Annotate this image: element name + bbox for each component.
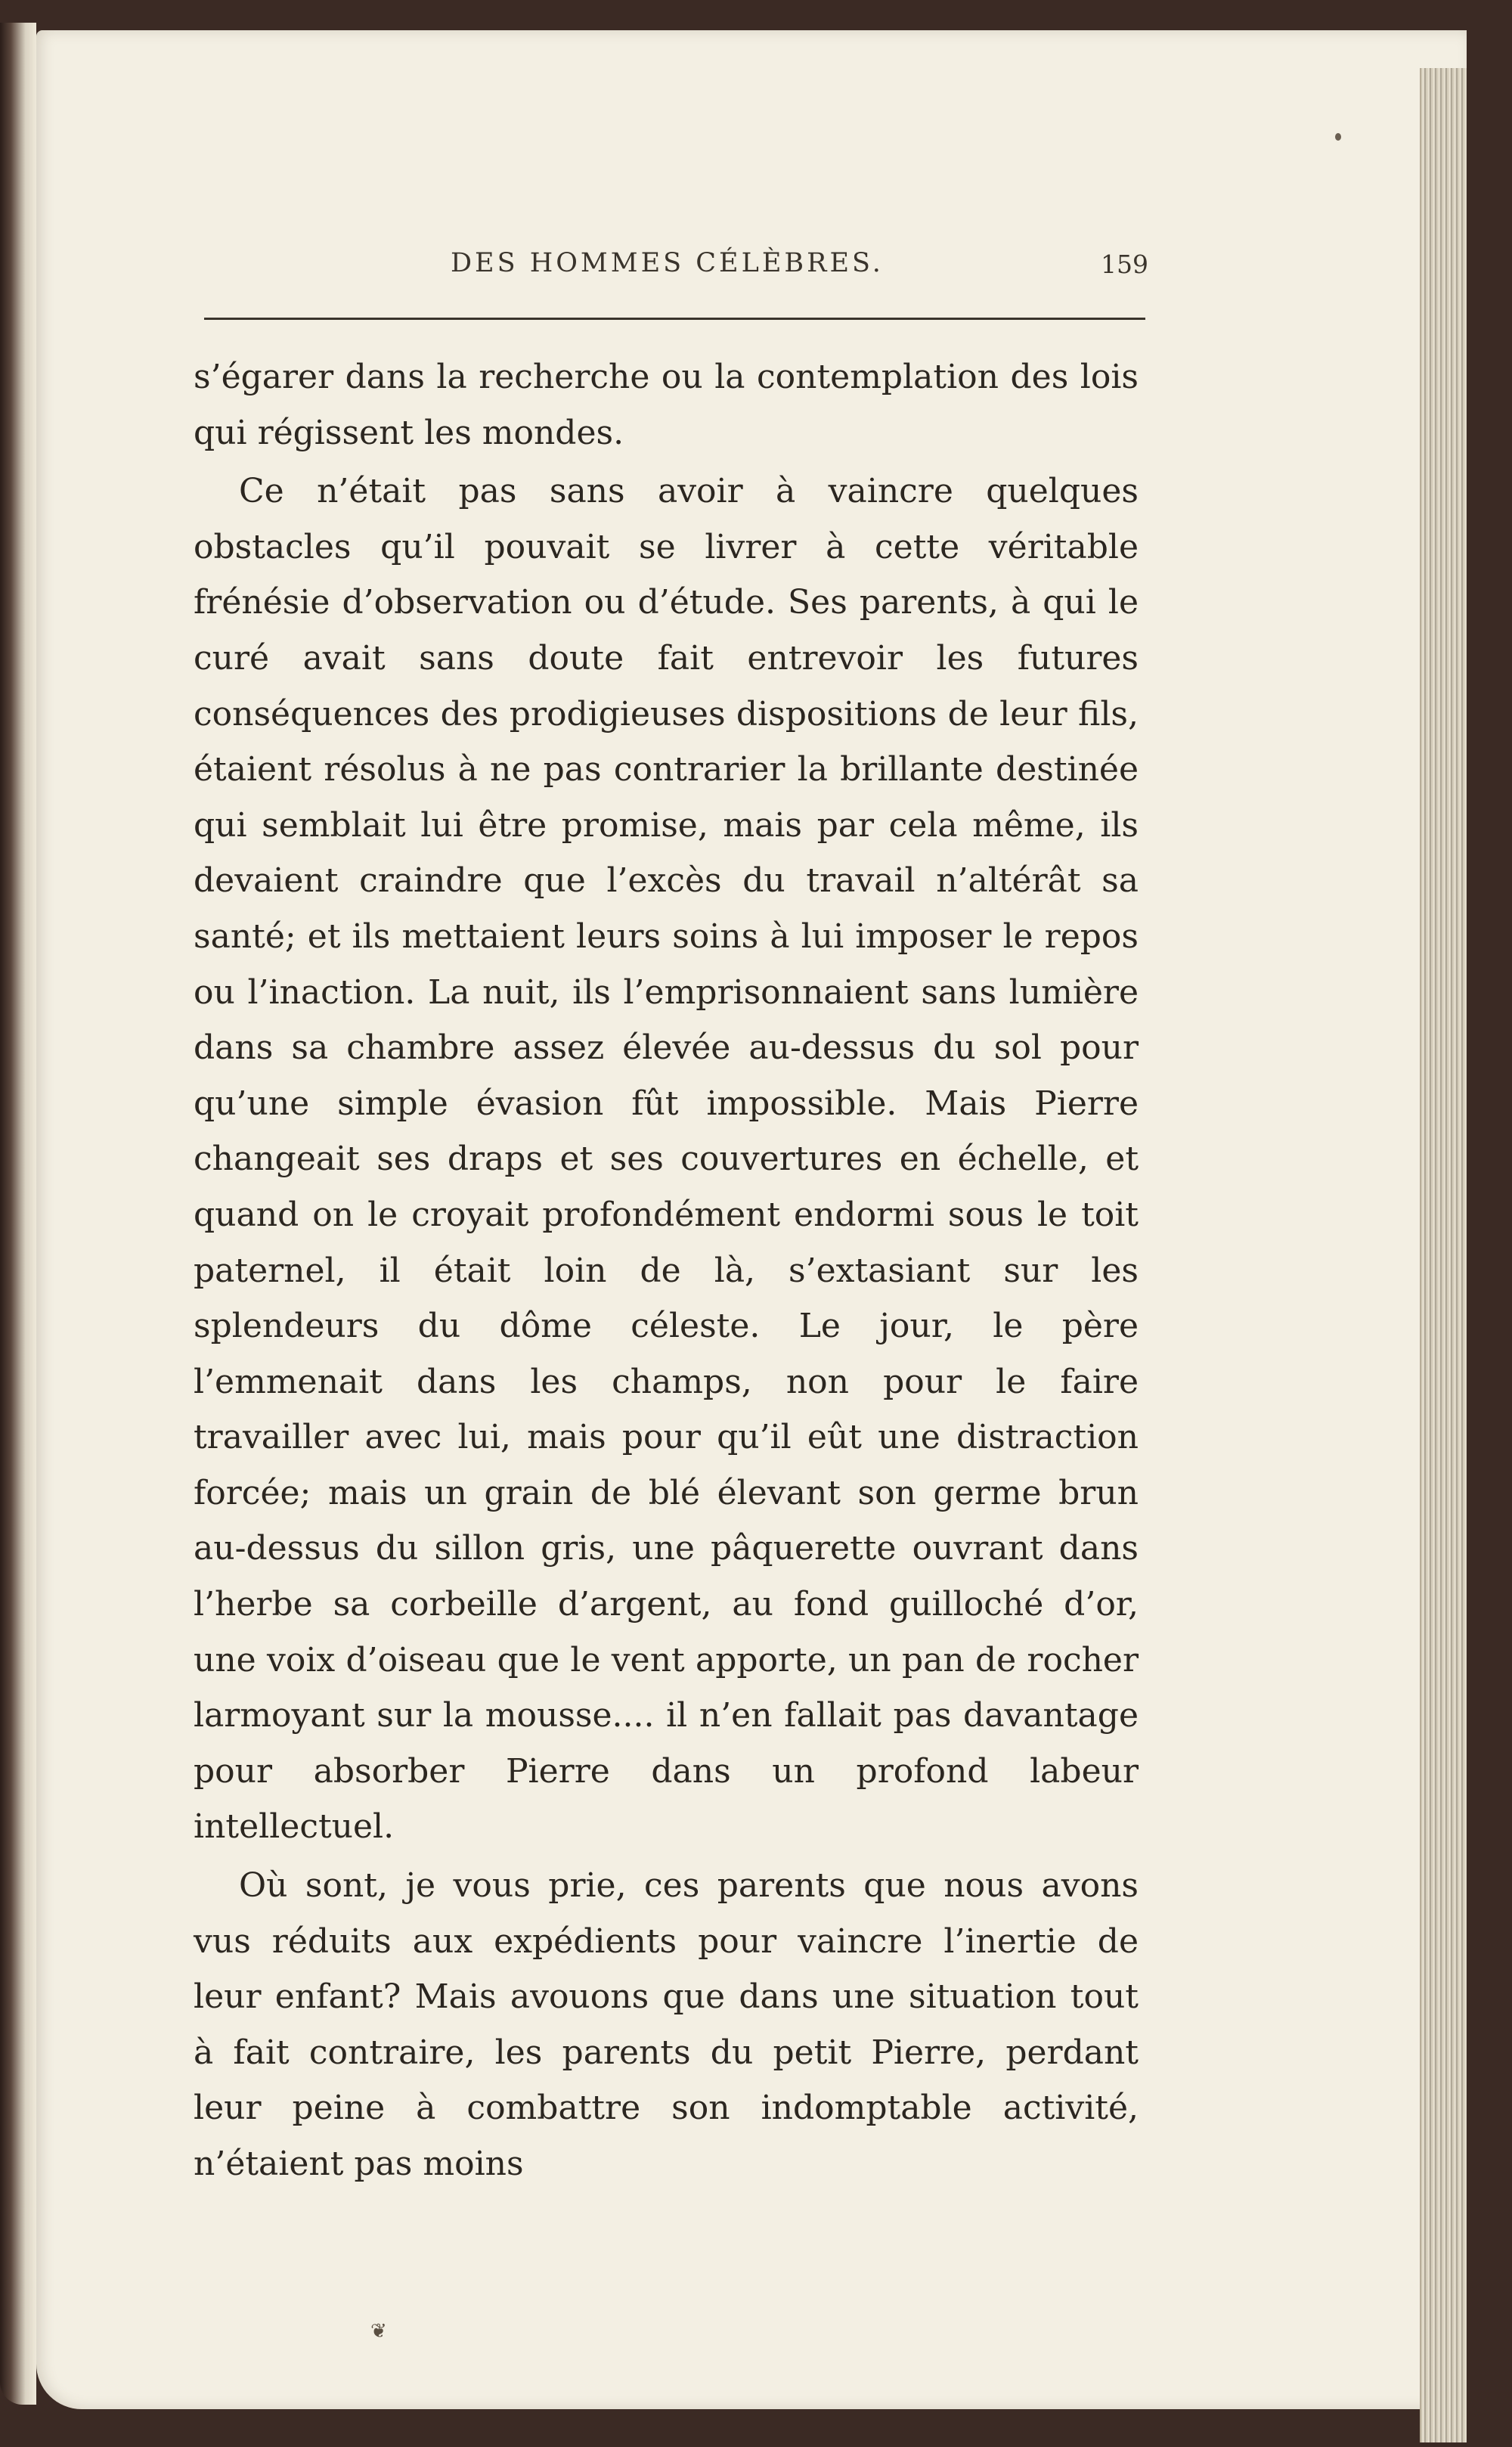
running-title: DES HOMMES CÉLÈBRES. <box>451 248 884 278</box>
printer-ornament: ❦ <box>370 2320 387 2343</box>
paragraph: Ce n’était pas sans avoir à vaincre quelques obstacles qu’il pouvait se livrer à cette véritable frénésie d’observation ou d’étude. Ses parents, à qui le curé avait sans doute fait entrevoir les futures conséquences des prodigieuses dispositions de leur fils, étaient résolus à ne pas contrarier la brillante destinée qui semblait lui être promise, mais par cela même, ils devaient craindre que l’excès du travail n’altérât sa santé; et ils mettaient leurs soins à lui imposer le repos ou l’inaction. La nuit, ils l’emprisonnaient sans lumière dans sa chambre assez élevée au-dessus du sol pour qu’une simple évasion fût impossible. Mais Pierre changeait ses draps et ses couvertures en échelle, et quand on le croyait profondément endormi sous le toit paternel, il était loin de là, s’extasiant sur les splendeurs du dôme céleste. Le jour, le père l’emmenait dans les champs, non pour le faire travailler avec lui, mais pour qu’il eût une distraction forcée; mais un grain de blé élevant son germe brun au-dessus du sillon gris, une pâquerette ouvrant dans l’herbe sa corbeille d’argent, au fond guilloché d’or, une voix d’oiseau que le vent apporte, un pan de rocher larmoyant sur la mousse.... il n’en fallait pas davantage pour absorber Pierre dans un profond labeur intellectuel. <box>194 472 1139 1847</box>
page-stack-edge <box>1420 68 1467 2442</box>
header-rule <box>204 318 1145 320</box>
paragraph: Où sont, je vous prie, ces parents que nous avons vus réduits aux expédients pour vaincre l’inertie de leur enfant? Mais avouons que dans une situation tout à fait contraire, les parents du petit Pierre, perdant leur peine à combattre son indomptable activité, n’étaient pas moins <box>194 1866 1139 2183</box>
page-number: 159 <box>1101 250 1148 279</box>
book-top-edge <box>36 0 1512 30</box>
body-text <box>194 349 1139 2192</box>
paper-speck <box>1335 133 1341 141</box>
paragraph-continued: s’égarer dans la recherche ou la contemplation des lois qui régissent les mondes. <box>194 358 1139 452</box>
book-spine-edge <box>0 23 36 2405</box>
